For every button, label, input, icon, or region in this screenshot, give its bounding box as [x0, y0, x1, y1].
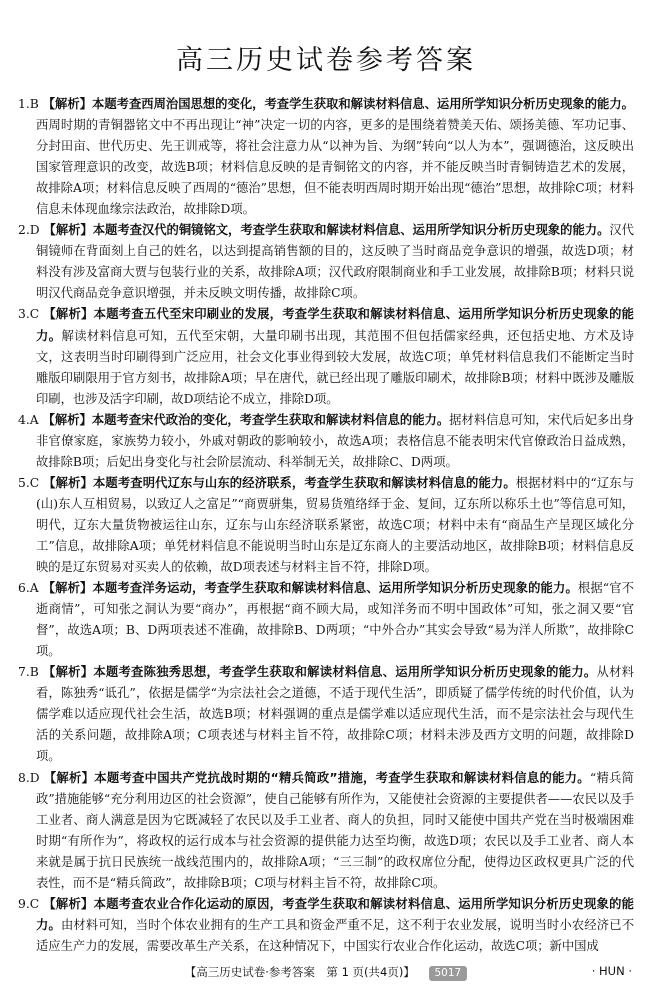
answer-item — [18, 768, 634, 894]
answer-number: 5.C — [18, 475, 40, 490]
answer-number: 6.A — [18, 581, 39, 596]
answer-lead: 本题考查宋代政治的变化，考查学生获取和解读材料信息的能力。 — [91, 412, 450, 427]
answer-lead: 本题考查中国共产党抗战时期的“精兵简政”措施，考查学生获取和解读材料信息的能力。 — [94, 770, 590, 785]
answer-number: 8.D — [18, 770, 40, 785]
answer-lead: 本题考查西周治国思想的变化，考查学生获取和解读材料信息、运用所学知识分析历史现象的能力。 — [92, 97, 634, 111]
answer-number: 9.C — [18, 896, 40, 911]
answer-item — [18, 304, 634, 409]
analysis-tag: 【解析】 — [42, 412, 92, 427]
answer-lead: 本题考查洋务运动，考查学生获取和解读材料信息、运用所学知识分析历史现象的能力。 — [92, 581, 578, 596]
answer-lead: 本题考查明代辽东与山东的经济联系，考查学生获取和解读材料信息的能力。 — [92, 475, 516, 490]
analysis-tag: 【解析】 — [43, 307, 94, 322]
analysis-tag: 【解析】 — [42, 581, 93, 596]
answer-body: 根据材料中的“辽东与(山)东人互相贸易，以致辽人之富足”“商贾骈集，贸易货殖络绎于金、复间，辽东所以称乐土也”等信息可知，明代，辽东大量货物被运往山东，辽东与山东经济联系紧密，故选C项；材料中未有“商品生产呈现区域化分工”信息，故排除A项；单凭材料信息不能说明当时山东是辽东商人的主要活动地区，故排除B项；材料信息反映的是辽东贸易对买卖人的依赖，故D项表述与材料主旨不符，排除D项。 — [36, 475, 634, 575]
answer-list — [18, 94, 634, 957]
answer-body: “精兵简政”措施能够“充分利用边区的社会资源”，使自己能够有所作为，又能使社会资源的主要提供者——农民以及手工业者、商人满意是因为它既减轻了农民以及手工业者、商人的负担，同时又能使中国共产党在当时极端困难时期“有所作为”，将政权的运行成本与社会资源的提供能力达至均衡，故选D项；农民以及手工业者、商人本来就是属于抗日民族统一战线范围内的，故排除A项；“三三制”的政权席位分配，使得边区政权更具广泛的代表性，而不是“精兵简政”，故排除B项；C项与材料主旨不符，故排除C项。 — [36, 770, 634, 890]
answer-number: 3.C — [18, 307, 40, 322]
answer-number: 7.B — [18, 665, 39, 680]
region-mark: · HUN · — [591, 964, 632, 978]
answer-item — [18, 578, 634, 662]
answer-body: 根据“官不逝商情”，可知张之洞认为要“商办”，再根据“商不顾大局，或知洋务而不明中国政体”可知，张之洞又要“官督”，故选A项；B、D两项表述不准确，故排除B、D两项；“中外合办”其实会导致“易为洋人所欺”，故排除C项。 — [36, 581, 634, 659]
answer-body: 汉代铜镜师在背面刻上自己的姓名，以达到提高销售额的目的，这反映了当时商品竞争意识的增强，故选D项；材料没有涉及富商大贾与包装行业的关系，故排除A项；汉代政府限制商业和手工业发展，故排除B项；材料只说明汉代商品竞争意识增强，并未反映文明传播，故排除C项。 — [36, 223, 634, 301]
answer-body: 西周时期的青铜器铭文中不再出现让“神”决定一切的内容，更多的是围绕着赞美天佑、颂扬美德、军功记事、分封田亩、世代历史、先王训戒等，将社会注意力从“以神为旨、为纲”转向“以人为本”，强调德治，这反映出国家管理意识的改变，故选B项；材料信息反映的是青铜铭文的内容，并不能反映当时青铜铸造艺术的发展，故排除A项；材料信息反映了西周的“德治”思想，但不能表明西周时期开始出现“德治”思想，故排除C项；材料信息未体现血缘宗法政治，故排除D项。 — [36, 118, 634, 217]
answer-number: 1.B — [18, 97, 39, 111]
answer-body: 从材料看，陈独秀“诋孔”，依据是儒学“为宗法社会之道德，不适于现代生活”，即质疑了儒学传统的时代价值，认为儒学难以适应现代社会生活，故选B项；材料强调的重点是儒学难以适应现代生活，而不是宗法社会与现代生活的关系问题，故排除A项；C项表述与材料主旨不符，故排除C项；材料未涉及西方文明的问题，故排除D项。 — [36, 665, 634, 764]
answer-lead: 本题考查汉代的铜镜铭文，考查学生获取和解读材料信息、运用所学知识分析历史现象的能力。 — [92, 223, 610, 238]
answer-lead: 本题考查农业合作化运动的原因，考查学生获取和解读材料信息、运用所学知识分析历史现象的能力。 — [36, 896, 634, 932]
answer-number: 4.A — [18, 412, 39, 427]
analysis-tag: 【解析】 — [43, 896, 94, 911]
analysis-tag: 【解析】 — [43, 475, 93, 490]
analysis-tag: 【解析】 — [43, 223, 93, 238]
paper-code-badge: 5017 — [429, 966, 468, 981]
footer-text: 【高三历史试卷·参考答案 第 1 页(共4页)】 — [184, 965, 415, 979]
answer-item — [18, 94, 634, 220]
answer-item — [18, 662, 634, 767]
answer-item — [18, 410, 634, 473]
answer-body: 解读材料信息可知，五代至宋朝，大量印刷书出现，其范围不但包括儒家经典，还包括史地、方术及诗文，这表明当时印刷得到广泛应用，社会文化事业得到较大发展，故选C项；单凭材料信息我们不能断定当时雕版印刷限用于官方刻书，故排除A项；早在唐代，就已经出现了雕版印刷术，故排除B项；材料中既涉及雕版印刷，也涉及活字印刷，故D项结论不成立，排除D项。 — [36, 328, 634, 406]
answer-body: 据材料信息可知，宋代后妃多出身非官僚家庭，家族势力较小，外戚对朝政的影响较小，故选A项；表格信息不能表明宋代官僚政治日益成熟，故排除B项；后妃出身变化与社会阶层流动、科举制无关，故排除C、D两项。 — [36, 412, 634, 469]
analysis-tag: 【解析】 — [42, 665, 94, 680]
answer-lead: 本题考查五代至宋印刷业的发展，考查学生获取和解读材料信息、运用所学知识分析历史现象的能力。 — [36, 307, 634, 343]
page-footer — [0, 964, 652, 981]
answer-item — [18, 894, 634, 957]
answer-number: 2.D — [18, 223, 40, 238]
page-title: 高三历史试卷参考答案 — [176, 45, 476, 76]
analysis-tag: 【解析】 — [42, 97, 92, 111]
answer-item — [18, 473, 634, 578]
answer-item — [18, 220, 634, 304]
answer-lead: 本题考查陈独秀思想，考查学生获取和解读材料信息、运用所学知识分析历史现象的能力。 — [93, 665, 597, 680]
answer-body: 由材料可知，当时个体农业拥有的生产工具和资金严重不足，这不利于农业发展，说明当时小农经济已不适应生产力的发展，需要改革生产关系，在这种情况下，中国实行农业合作化运动，故选C项；新中国成 — [36, 917, 634, 953]
analysis-tag: 【解析】 — [43, 770, 95, 785]
